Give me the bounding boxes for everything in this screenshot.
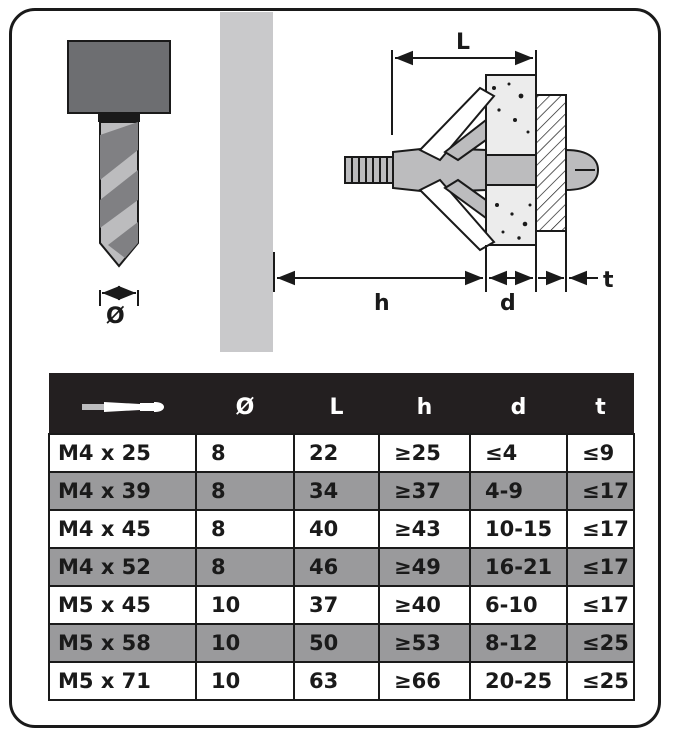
table-row [49, 624, 634, 662]
wall-thickness-cell: 20-25 [470, 662, 567, 700]
fixture-thickness-cell: ≤25 [567, 662, 634, 700]
length-label: L [456, 30, 471, 55]
table-row [49, 548, 634, 586]
drill-diameter-label: Ø [106, 304, 125, 329]
diameter-cell: 8 [196, 434, 294, 472]
model-cell: M5 x 45 [49, 586, 196, 624]
wall-thickness-cell: 10-15 [470, 510, 567, 548]
diameter-cell: 8 [196, 510, 294, 548]
depth-cell: ≥43 [379, 510, 470, 548]
column-header-length: L [294, 373, 379, 434]
depth-dimension [274, 231, 598, 292]
model-cell: M5 x 71 [49, 662, 196, 700]
diameter-cell: 10 [196, 662, 294, 700]
depth-cell: ≥37 [379, 472, 470, 510]
column-header-thickness: t [567, 373, 634, 434]
length-cell: 37 [294, 586, 379, 624]
wall-thickness-cell: 4-9 [470, 472, 567, 510]
installed-anchor-illustration [345, 75, 598, 250]
fixture-thickness-cell: ≤17 [567, 510, 634, 548]
length-cell: 34 [294, 472, 379, 510]
depth-cell: ≥25 [379, 434, 470, 472]
wall-thickness-cell: 16-21 [470, 548, 567, 586]
diameter-cell: 10 [196, 586, 294, 624]
diameter-cell: 10 [196, 624, 294, 662]
fixture-thickness-label: t [603, 268, 614, 293]
fixture-thickness-cell: ≤17 [567, 472, 634, 510]
length-cell: 40 [294, 510, 379, 548]
table-row [49, 662, 634, 700]
fixture-thickness-cell: ≤9 [567, 434, 634, 472]
depth-label: h [374, 291, 390, 316]
drill-bit-icon [68, 41, 170, 306]
model-cell: M4 x 52 [49, 548, 196, 586]
specification-table [48, 373, 635, 701]
depth-cell: ≥53 [379, 624, 470, 662]
depth-cell: ≥40 [379, 586, 470, 624]
depth-cell: ≥49 [379, 548, 470, 586]
wall-thickness-cell: ≤4 [470, 434, 567, 472]
anchor-bolt-icon [78, 400, 168, 414]
column-header-depth: h [379, 373, 470, 434]
table-row [49, 472, 634, 510]
table-row [49, 510, 634, 548]
wall-thickness-cell: 6-10 [470, 586, 567, 624]
column-header-wall: d [470, 373, 567, 434]
diameter-cell: 8 [196, 472, 294, 510]
table-header-row [49, 373, 634, 434]
column-header-diameter: Ø [196, 373, 294, 434]
length-cell: 63 [294, 662, 379, 700]
model-cell: M5 x 58 [49, 624, 196, 662]
diameter-cell: 8 [196, 548, 294, 586]
wall-thickness-label: d [500, 291, 516, 316]
fixture-thickness-cell: ≤25 [567, 624, 634, 662]
fixture-thickness-cell: ≤17 [567, 548, 634, 586]
length-cell: 46 [294, 548, 379, 586]
model-cell: M4 x 45 [49, 510, 196, 548]
length-cell: 22 [294, 434, 379, 472]
model-column-header [49, 373, 196, 434]
fixture-thickness-cell: ≤17 [567, 586, 634, 624]
model-cell: M4 x 25 [49, 434, 196, 472]
model-cell: M4 x 39 [49, 472, 196, 510]
length-cell: 50 [294, 624, 379, 662]
table-row [49, 434, 634, 472]
wall-section [220, 12, 273, 352]
wall-thickness-cell: 8-12 [470, 624, 567, 662]
depth-cell: ≥66 [379, 662, 470, 700]
table-row [49, 586, 634, 624]
